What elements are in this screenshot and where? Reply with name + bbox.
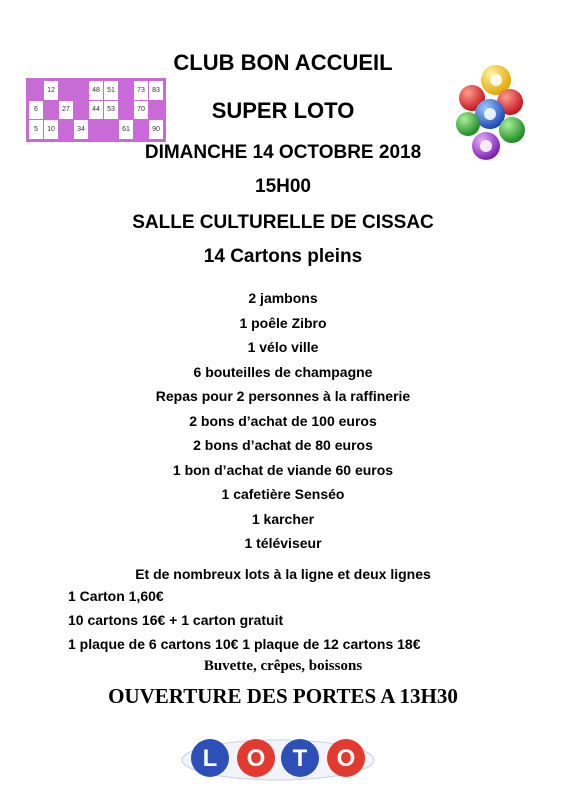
price-line: 1 Carton 1,60€ bbox=[68, 588, 164, 604]
bingo-cell: 12 bbox=[44, 81, 59, 101]
bingo-cell: 70 bbox=[134, 100, 149, 120]
price-line: 1 plaque de 6 cartons 10€ 1 plaque de 12 cartons 18€ bbox=[68, 636, 421, 652]
prize-item: 1 téléviseur bbox=[244, 535, 322, 551]
prize-item: 1 bon d’achat de viande 60 euros bbox=[172, 461, 394, 478]
prize-item: 2 jambons bbox=[248, 290, 318, 306]
extra-lots: Et de nombreux lots à la ligne et deux lignes bbox=[135, 566, 431, 582]
prize-item: 1 karcher bbox=[251, 510, 315, 527]
event-time: 15H00 bbox=[255, 176, 311, 197]
refreshments: Buvette, crêpes, boissons bbox=[203, 658, 363, 674]
bingo-cell: 48 bbox=[89, 81, 104, 101]
logo-letter: T bbox=[292, 745, 308, 772]
event-date: DIMANCHE 14 OCTOBRE 2018 bbox=[144, 142, 422, 163]
prize-item: Repas pour 2 personnes à la raffinerie bbox=[155, 388, 411, 404]
price-line: 10 cartons 16€ + 1 carton gratuit bbox=[68, 612, 284, 628]
prize-list bbox=[0, 286, 566, 556]
loto-logo bbox=[178, 730, 378, 786]
bingo-cell: 83 bbox=[149, 81, 164, 101]
doors-opening: OUVERTURE DES PORTES A 13H30 bbox=[108, 684, 458, 708]
club-name: CLUB BON ACCUEIL bbox=[173, 50, 393, 75]
bingo-cell: 51 bbox=[104, 81, 119, 101]
prize-item: 1 cafetière Senséo bbox=[221, 486, 345, 502]
prize-item: 6 bouteilles de champagne bbox=[193, 363, 373, 380]
bingo-cell: 53 bbox=[104, 100, 119, 120]
logo-letter: O bbox=[336, 745, 356, 772]
bingo-cell: 90 bbox=[149, 120, 164, 140]
logo-letter: O bbox=[246, 745, 266, 772]
prize-item: 1 vélo ville bbox=[247, 339, 319, 355]
event-title: SUPER LOTO bbox=[211, 98, 355, 123]
logo-letter: L bbox=[202, 745, 218, 772]
bingo-cell: 6 bbox=[29, 100, 44, 120]
bingo-cell: 44 bbox=[89, 100, 104, 120]
bingo-cell: 34 bbox=[74, 120, 89, 140]
bingo-cell: 5 bbox=[29, 120, 44, 140]
prize-item: 2 bons d’achat de 100 euros bbox=[189, 412, 377, 429]
bingo-cell: 61 bbox=[119, 120, 134, 140]
prize-item: 2 bons d’achat de 80 euros bbox=[193, 437, 373, 453]
event-venue: SALLE CULTURELLE DE CISSAC bbox=[132, 212, 434, 233]
bingo-cell: 73 bbox=[134, 81, 149, 101]
bingo-cell: 10 bbox=[44, 120, 59, 140]
prize-item: 1 poêle Zibro bbox=[239, 314, 327, 331]
cartons-count: 14 Cartons pleins bbox=[203, 246, 363, 267]
bingo-cell: 27 bbox=[59, 100, 74, 120]
